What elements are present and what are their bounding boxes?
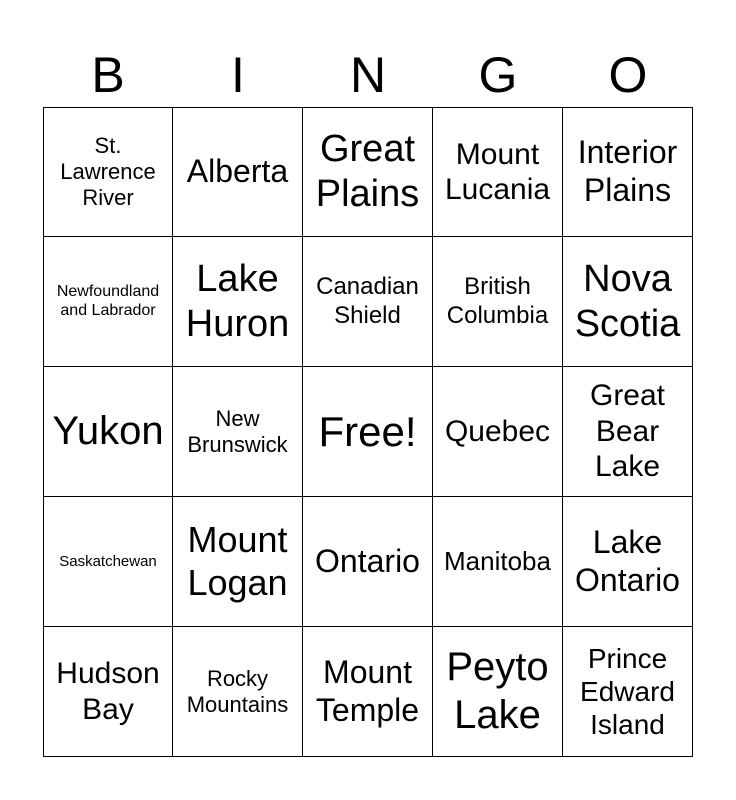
bingo-cell[interactable]: Canadian Shield <box>303 237 433 367</box>
header-letter-b: B <box>91 47 125 103</box>
bingo-cell[interactable]: Prince Edward Island <box>563 627 693 757</box>
bingo-cell[interactable]: British Columbia <box>433 237 563 367</box>
bingo-cell[interactable]: Peyto Lake <box>433 627 563 757</box>
bingo-cell[interactable]: Ontario <box>303 497 433 627</box>
bingo-cell[interactable]: Interior Plains <box>563 107 693 237</box>
free-space-cell[interactable]: Free! <box>303 367 433 497</box>
bingo-cell[interactable]: New Brunswick <box>173 367 303 497</box>
header-letter-g: G <box>478 47 518 103</box>
bingo-cell[interactable]: Manitoba <box>433 497 563 627</box>
header-letter-n: N <box>349 47 387 103</box>
header-letter-i: I <box>231 47 245 103</box>
bingo-cell[interactable]: Great Plains <box>303 107 433 237</box>
bingo-cell[interactable]: Yukon <box>43 367 173 497</box>
bingo-cell[interactable]: Hudson Bay <box>43 627 173 757</box>
bingo-header <box>43 42 693 108</box>
bingo-cell[interactable]: Mount Temple <box>303 627 433 757</box>
bingo-board <box>43 107 693 757</box>
bingo-cell[interactable]: Mount Lucania <box>433 107 563 237</box>
header-letter-o: O <box>608 47 648 103</box>
bingo-cell[interactable]: Alberta <box>173 107 303 237</box>
bingo-cell[interactable]: Lake Ontario <box>563 497 693 627</box>
bingo-cell[interactable]: Rocky Mountains <box>173 627 303 757</box>
bingo-cell[interactable]: Great Bear Lake <box>563 367 693 497</box>
bingo-cell[interactable]: Saskatchewan <box>43 497 173 627</box>
bingo-cell[interactable]: Quebec <box>433 367 563 497</box>
bingo-cell[interactable]: Newfoundland and Labrador <box>43 237 173 367</box>
bingo-cell[interactable]: Nova Scotia <box>563 237 693 367</box>
bingo-cell[interactable]: Lake Huron <box>173 237 303 367</box>
bingo-cell[interactable]: Mount Logan <box>173 497 303 627</box>
bingo-cell[interactable]: St. Lawrence River <box>43 107 173 237</box>
